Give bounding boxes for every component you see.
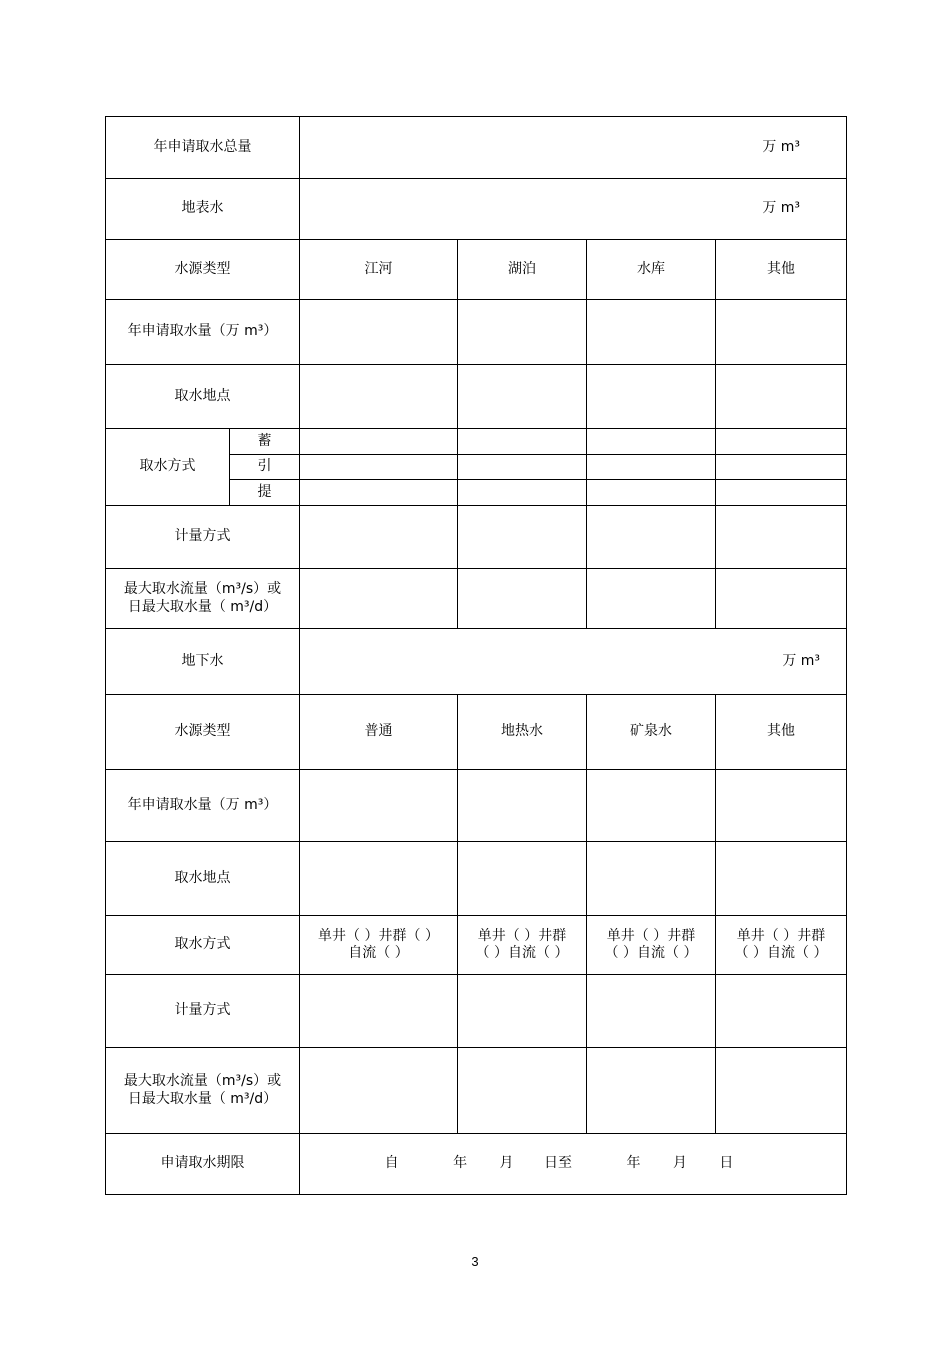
- ground-maxflow-geothermal[interactable]: [458, 1048, 587, 1134]
- surface-maxflow-reservoir[interactable]: [587, 569, 716, 629]
- ground-method-mineral[interactable]: [587, 916, 716, 975]
- ground-type-ordinary: 普通: [300, 695, 458, 770]
- surface-location-river[interactable]: [300, 365, 458, 429]
- ground-method-other-line2: （ ）自流（ ）: [734, 945, 828, 961]
- ground-type-row: [106, 695, 847, 770]
- surface-divert-river[interactable]: [300, 455, 458, 480]
- ground-method-other[interactable]: [716, 916, 847, 975]
- ground-location-mineral[interactable]: [587, 842, 716, 916]
- ground-type-other: 其他: [716, 695, 847, 770]
- surface-method-label: 取水方式: [106, 429, 230, 506]
- period-from: 自: [384, 1155, 399, 1172]
- ground-method-other-line1: 单井（ ）井群: [736, 927, 826, 944]
- surface-lift-other[interactable]: [716, 480, 847, 506]
- ground-type-geothermal: 地热水: [458, 695, 587, 770]
- ground-location-ordinary[interactable]: [300, 842, 458, 916]
- surface-maxflow-label: [106, 569, 300, 629]
- period-month-1: 月: [499, 1155, 514, 1172]
- ground-annual-label: 年申请取水量（万 m³）: [106, 770, 300, 842]
- total-value-cell[interactable]: [300, 117, 847, 179]
- ground-metering-row: [106, 975, 847, 1048]
- period-label: 申请取水期限: [106, 1134, 300, 1195]
- ground-annual-other[interactable]: [716, 770, 847, 842]
- ground-annual-mineral[interactable]: [587, 770, 716, 842]
- surface-lift-lake[interactable]: [458, 480, 587, 506]
- period-year-1: 年: [453, 1155, 468, 1172]
- ground-method-ordinary-line1: 单井（ ）井群（ ）: [318, 927, 439, 944]
- surface-method-store: 蓄: [230, 429, 300, 455]
- ground-unit: 万 m³: [782, 652, 821, 669]
- surface-maxflow-row: [106, 569, 847, 629]
- period-day-to: 日至: [544, 1155, 572, 1172]
- ground-method-geothermal-line1: 单井（ ）井群: [477, 927, 567, 944]
- surface-type-lake: 湖泊: [458, 240, 587, 300]
- ground-annual-ordinary[interactable]: [300, 770, 458, 842]
- surface-type-row: [106, 240, 847, 300]
- surface-metering-river[interactable]: [300, 506, 458, 569]
- ground-annual-geothermal[interactable]: [458, 770, 587, 842]
- surface-maxflow-line2: 日最大取水量（ m³/d）: [127, 598, 278, 615]
- ground-method-label: 取水方式: [106, 916, 300, 975]
- surface-annual-lake[interactable]: [458, 300, 587, 365]
- surface-label: 地表水: [106, 179, 300, 240]
- ground-maxflow-row: [106, 1048, 847, 1134]
- ground-value-cell[interactable]: [300, 629, 847, 695]
- ground-row: [106, 629, 847, 695]
- ground-method-ordinary[interactable]: [300, 916, 458, 975]
- ground-method-mineral-line1: 单井（ ）井群: [606, 927, 696, 944]
- surface-metering-lake[interactable]: [458, 506, 587, 569]
- surface-row: [106, 179, 847, 240]
- surface-method-lift: 提: [230, 480, 300, 506]
- surface-maxflow-other[interactable]: [716, 569, 847, 629]
- surface-annual-row: [106, 300, 847, 365]
- ground-method-row: [106, 916, 847, 975]
- total-row: [106, 117, 847, 179]
- surface-divert-other[interactable]: [716, 455, 847, 480]
- period-row: [106, 1134, 847, 1195]
- surface-location-row: [106, 365, 847, 429]
- surface-method-row-store: [106, 429, 847, 455]
- total-unit: 万 m³: [762, 138, 801, 155]
- ground-maxflow-mineral[interactable]: [587, 1048, 716, 1134]
- surface-metering-row: [106, 506, 847, 569]
- surface-value-cell[interactable]: [300, 179, 847, 240]
- surface-store-other[interactable]: [716, 429, 847, 455]
- period-value-cell[interactable]: [300, 1134, 847, 1195]
- ground-type-label: 水源类型: [106, 695, 300, 770]
- period-year-2: 年: [626, 1155, 641, 1172]
- surface-divert-lake[interactable]: [458, 455, 587, 480]
- surface-metering-reservoir[interactable]: [587, 506, 716, 569]
- surface-annual-label: 年申请取水量（万 m³）: [106, 300, 300, 365]
- surface-type-reservoir: 水库: [587, 240, 716, 300]
- ground-metering-geothermal[interactable]: [458, 975, 587, 1048]
- surface-store-lake[interactable]: [458, 429, 587, 455]
- surface-maxflow-lake[interactable]: [458, 569, 587, 629]
- ground-label: 地下水: [106, 629, 300, 695]
- ground-metering-ordinary[interactable]: [300, 975, 458, 1048]
- ground-location-geothermal[interactable]: [458, 842, 587, 916]
- surface-location-reservoir[interactable]: [587, 365, 716, 429]
- ground-location-label: 取水地点: [106, 842, 300, 916]
- ground-maxflow-line1: 最大取水流量（m³/s）或: [123, 1073, 282, 1089]
- surface-type-other: 其他: [716, 240, 847, 300]
- surface-annual-reservoir[interactable]: [587, 300, 716, 365]
- surface-divert-reservoir[interactable]: [587, 455, 716, 480]
- ground-maxflow-ordinary[interactable]: [300, 1048, 458, 1134]
- surface-annual-other[interactable]: [716, 300, 847, 365]
- surface-lift-river[interactable]: [300, 480, 458, 506]
- period-day-2: 日: [719, 1155, 734, 1172]
- surface-annual-river[interactable]: [300, 300, 458, 365]
- total-label: 年申请取水总量: [106, 117, 300, 179]
- surface-lift-reservoir[interactable]: [587, 480, 716, 506]
- ground-annual-row: [106, 770, 847, 842]
- surface-type-label: 水源类型: [106, 240, 300, 300]
- surface-metering-other[interactable]: [716, 506, 847, 569]
- surface-location-lake[interactable]: [458, 365, 587, 429]
- ground-metering-label: 计量方式: [106, 975, 300, 1048]
- ground-method-mineral-line2: （ ）自流（ ）: [604, 945, 698, 961]
- surface-location-label: 取水地点: [106, 365, 300, 429]
- surface-metering-label: 计量方式: [106, 506, 300, 569]
- surface-store-river[interactable]: [300, 429, 458, 455]
- surface-type-river: 江河: [300, 240, 458, 300]
- ground-metering-other[interactable]: [716, 975, 847, 1048]
- ground-metering-mineral[interactable]: [587, 975, 716, 1048]
- ground-method-geothermal-line2: （ ）自流（ ）: [475, 945, 569, 961]
- ground-location-other[interactable]: [716, 842, 847, 916]
- surface-store-reservoir[interactable]: [587, 429, 716, 455]
- ground-location-row: [106, 842, 847, 916]
- ground-maxflow-label: [106, 1048, 300, 1134]
- water-application-table: [105, 116, 847, 1195]
- ground-method-ordinary-line2: 自流（ ）: [348, 945, 409, 961]
- ground-type-mineral: 矿泉水: [587, 695, 716, 770]
- ground-maxflow-line2: 日最大取水量（ m³/d）: [127, 1090, 278, 1107]
- surface-method-divert: 引: [230, 455, 300, 480]
- surface-unit: 万 m³: [762, 200, 801, 217]
- surface-maxflow-line1: 最大取水流量（m³/s）或: [123, 581, 282, 597]
- surface-maxflow-river[interactable]: [300, 569, 458, 629]
- period-month-2: 月: [672, 1155, 687, 1172]
- surface-location-other[interactable]: [716, 365, 847, 429]
- ground-method-geothermal[interactable]: [458, 916, 587, 975]
- page-number: 3: [471, 1254, 479, 1269]
- ground-maxflow-other[interactable]: [716, 1048, 847, 1134]
